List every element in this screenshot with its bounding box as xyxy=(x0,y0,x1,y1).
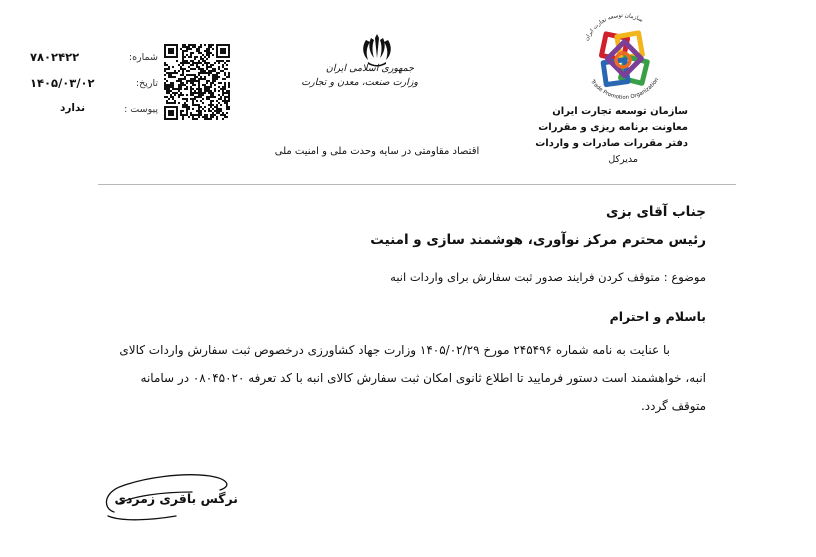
body-line: انبه، خواهشمند است دستور فرمایید تا اطلاع ثانوی امکان ثبت سفارش کالای انبه با کد تعرفه ۰۸۰۴۵۰۲۰ در سامانه xyxy=(140,371,706,385)
republic-name: جمهوری اسلامی ایران xyxy=(325,63,415,74)
body-line: متوقف گردد. xyxy=(640,399,706,413)
org-director-general: مدیرکل xyxy=(608,154,638,165)
org-office: دفتر مقررات صادرات و واردات xyxy=(535,138,688,149)
letter-body xyxy=(78,336,706,420)
ministry-name: وزارت صنعت، معدن و تجارت xyxy=(301,77,418,88)
org-heading xyxy=(508,104,688,168)
body-line: با عنایت به نامه شماره ۲۴۵۴۹۶ مورخ ۱۴۰۵/۰۲/۲۹ وزارت جهاد کشاورزی درخصوص ثبت سفارش واردات کالای xyxy=(119,343,670,357)
tpo-logo-icon xyxy=(548,10,698,110)
svg-text:Trade Promotion Organization o: Trade Promotion Organization xyxy=(589,77,661,101)
greeting: باسلام و احترام xyxy=(609,309,706,324)
number-value: ۷۸۰۲۴۲۲ xyxy=(30,50,80,64)
meta-number xyxy=(30,52,158,78)
ministry-heading xyxy=(301,62,418,90)
letter-subject: موضوع : متوقف کردن فرایند صدور ثبت سفارش برای واردات انبه xyxy=(390,270,706,284)
qr-code-icon xyxy=(164,44,230,120)
letter-meta xyxy=(30,52,158,130)
attachment-value: ندارد xyxy=(60,102,86,114)
meta-date xyxy=(30,78,158,104)
recipient-name: جناب آقای بزی xyxy=(605,204,706,220)
meta-attachment xyxy=(30,104,158,130)
org-deputy: معاونت برنامه ریزی و مقررات xyxy=(538,122,688,133)
org-name: سازمان توسعه تجارت ایران xyxy=(552,106,688,117)
org-logo xyxy=(548,10,698,110)
svg-text:سازمان توسعه تجارت ایران: سازمان توسعه تجارت ایران xyxy=(583,12,644,42)
number-label: شماره: xyxy=(128,52,158,63)
signer-name: نرگس باقری زمردی xyxy=(114,491,238,506)
recipient-title: رئیس محترم مرکز نوآوری، هوشمند سازی و امنیت xyxy=(370,232,706,248)
date-value: ۱۴۰۵/۰۳/۰۲ xyxy=(30,76,95,90)
date-label: تاریخ: xyxy=(135,78,158,89)
attachment-label: پیوست : xyxy=(124,104,158,115)
header-divider xyxy=(98,184,736,185)
slogan: اقتصاد مقاومتی در سایه وحدت ملی و امنیت ملی xyxy=(274,146,480,157)
